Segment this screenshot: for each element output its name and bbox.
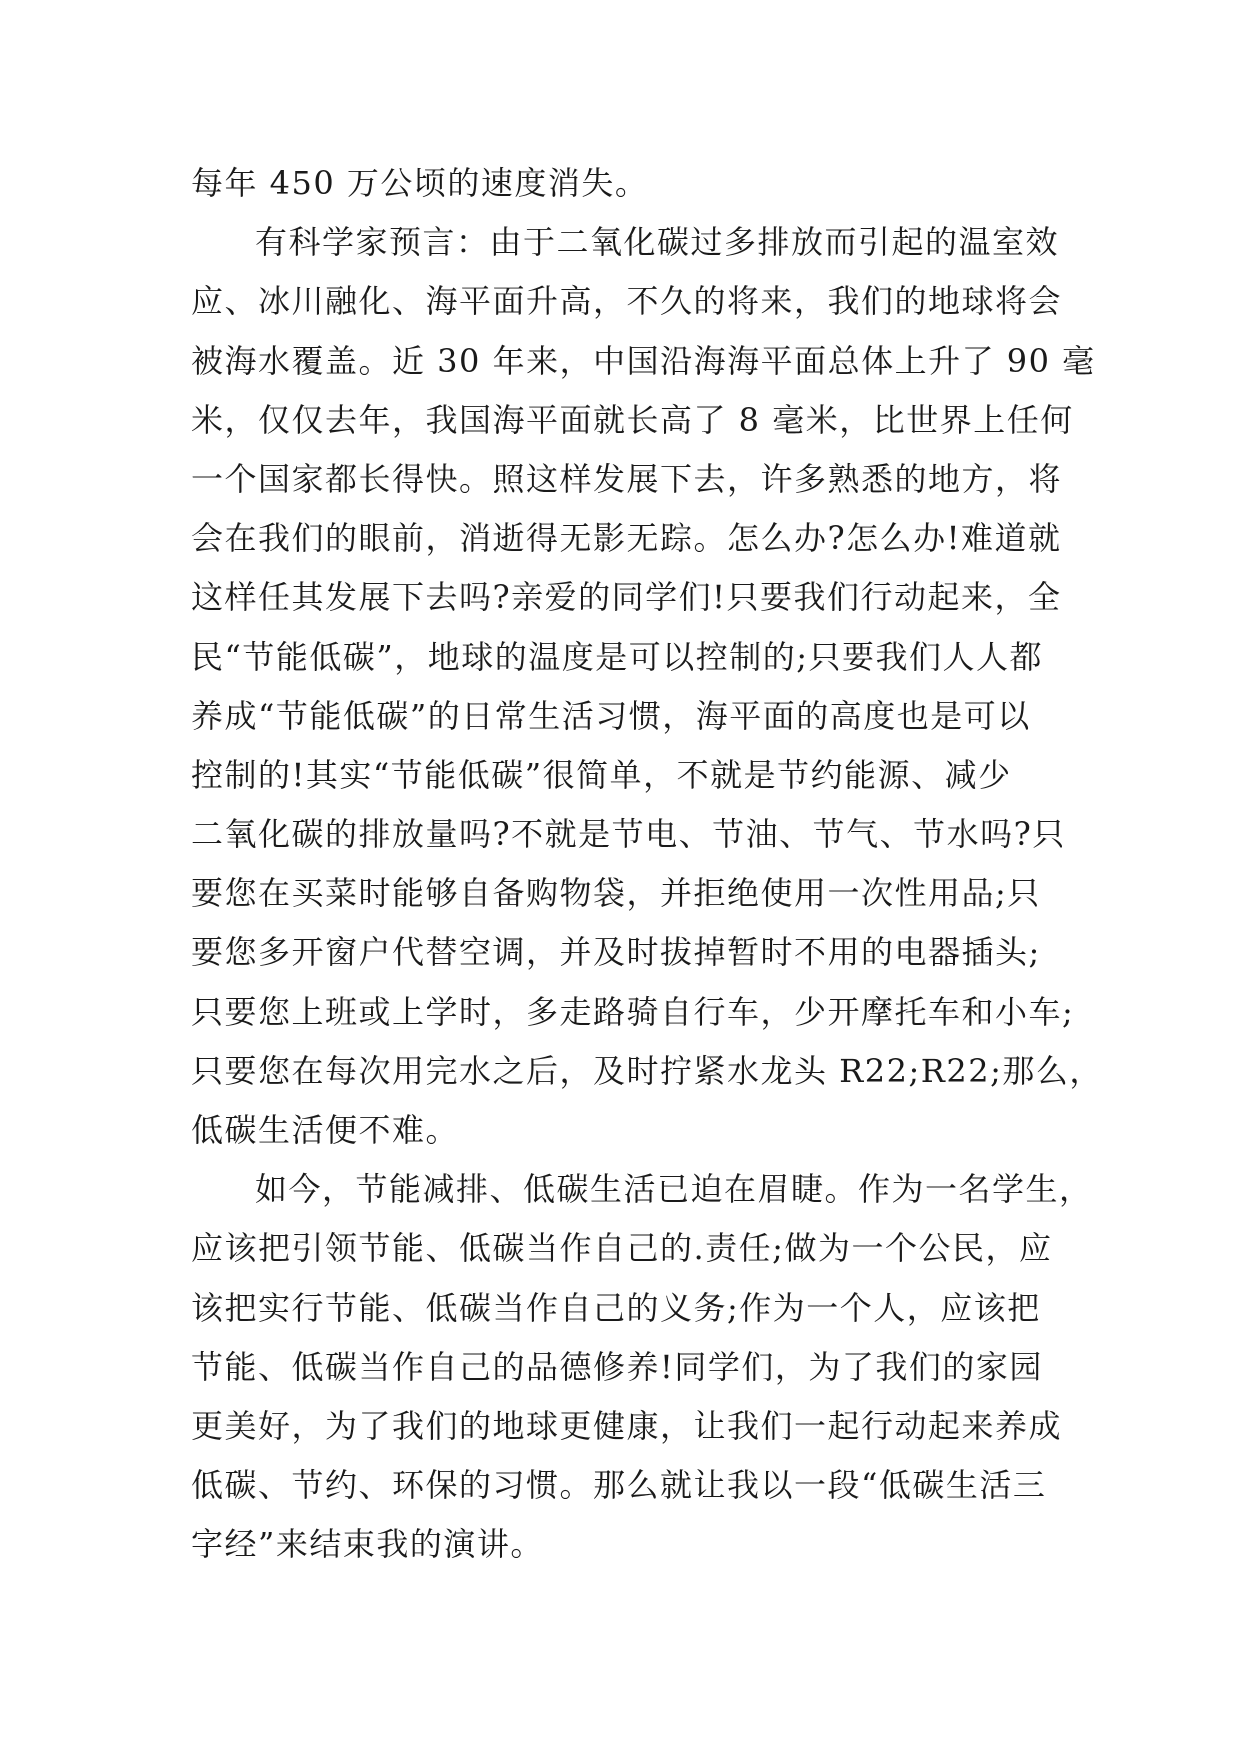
text-line: 字经”来结束我的演讲。 xyxy=(191,1525,544,1564)
paragraph-start-line: 有科学家预言：由于二氧化碳过多排放而引起的温室效 xyxy=(255,223,1060,262)
text-line: 每年 450 万公顷的速度消失。 xyxy=(191,164,649,202)
text-line: 民“节能低碳”，地球的温度是可以控制的;只要我们人人都 xyxy=(191,637,1044,676)
text-line: 低碳、节约、环保的习惯。那么就让我以一段“低碳生活三 xyxy=(191,1466,1047,1505)
text-line: 米，仅仅去年，我国海平面就长高了 8 毫米，比世界上任何 xyxy=(191,400,1074,439)
text-line: 这样任其发展下去吗?亲爱的同学们!只要我们行动起来，全 xyxy=(191,578,1062,617)
text-line: 一个国家都长得快。照这样发展下去，许多熟悉的地方，将 xyxy=(191,459,1063,498)
text-line: 要您在买菜时能够自备购物袋，并拒绝使用一次性用品;只 xyxy=(191,874,1041,913)
text-line: 节能、低碳当作自己的品德修养!同学们，为了我们的家园 xyxy=(191,1347,1043,1386)
text-line: 要您多开窗户代替空调，并及时拔掉暂时不用的电器插头; xyxy=(191,933,1041,972)
text-line: 应该把引领节能、低碳当作自己的.责任;做为一个公民，应 xyxy=(191,1229,1053,1268)
text-line: 会在我们的眼前，消逝得无影无踪。怎么办?怎么办!难道就 xyxy=(191,519,1062,558)
text-line: 养成“节能低碳”的日常生活习惯，海平面的高度也是可以 xyxy=(191,696,1031,735)
text-line: 只要您上班或上学时，多走路骑自行车，少开摩托车和小车; xyxy=(191,992,1075,1031)
text-line: 控制的!其实“节能低碳”很简单，不就是节约能源、减少 xyxy=(191,755,1012,794)
text-line: 低碳生活便不难。 xyxy=(191,1111,460,1149)
text-line: 被海水覆盖。近 30 年来，中国沿海海平面总体上升了 90 毫 xyxy=(191,341,1096,380)
document-body xyxy=(191,154,1103,1575)
text-line: 更美好，为了我们的地球更健康，让我们一起行动起来养成 xyxy=(191,1406,1063,1445)
text-line: 二氧化碳的排放量吗?不就是节电、节油、节气、节水吗?只 xyxy=(191,815,1066,854)
text-line: 应、冰川融化、海平面升高，不久的将来，我们的地球将会 xyxy=(191,282,1063,321)
text-line: 该把实行节能、低碳当作自己的义务;作为一个人，应该把 xyxy=(191,1288,1041,1327)
text-line: 只要您在每次用完水之后，及时拧紧水龙头 R22;R22;那么， xyxy=(191,1051,1103,1090)
paragraph-start-line: 如今，节能减排、低碳生活已迫在眉睫。作为一名学生， xyxy=(255,1170,1093,1209)
